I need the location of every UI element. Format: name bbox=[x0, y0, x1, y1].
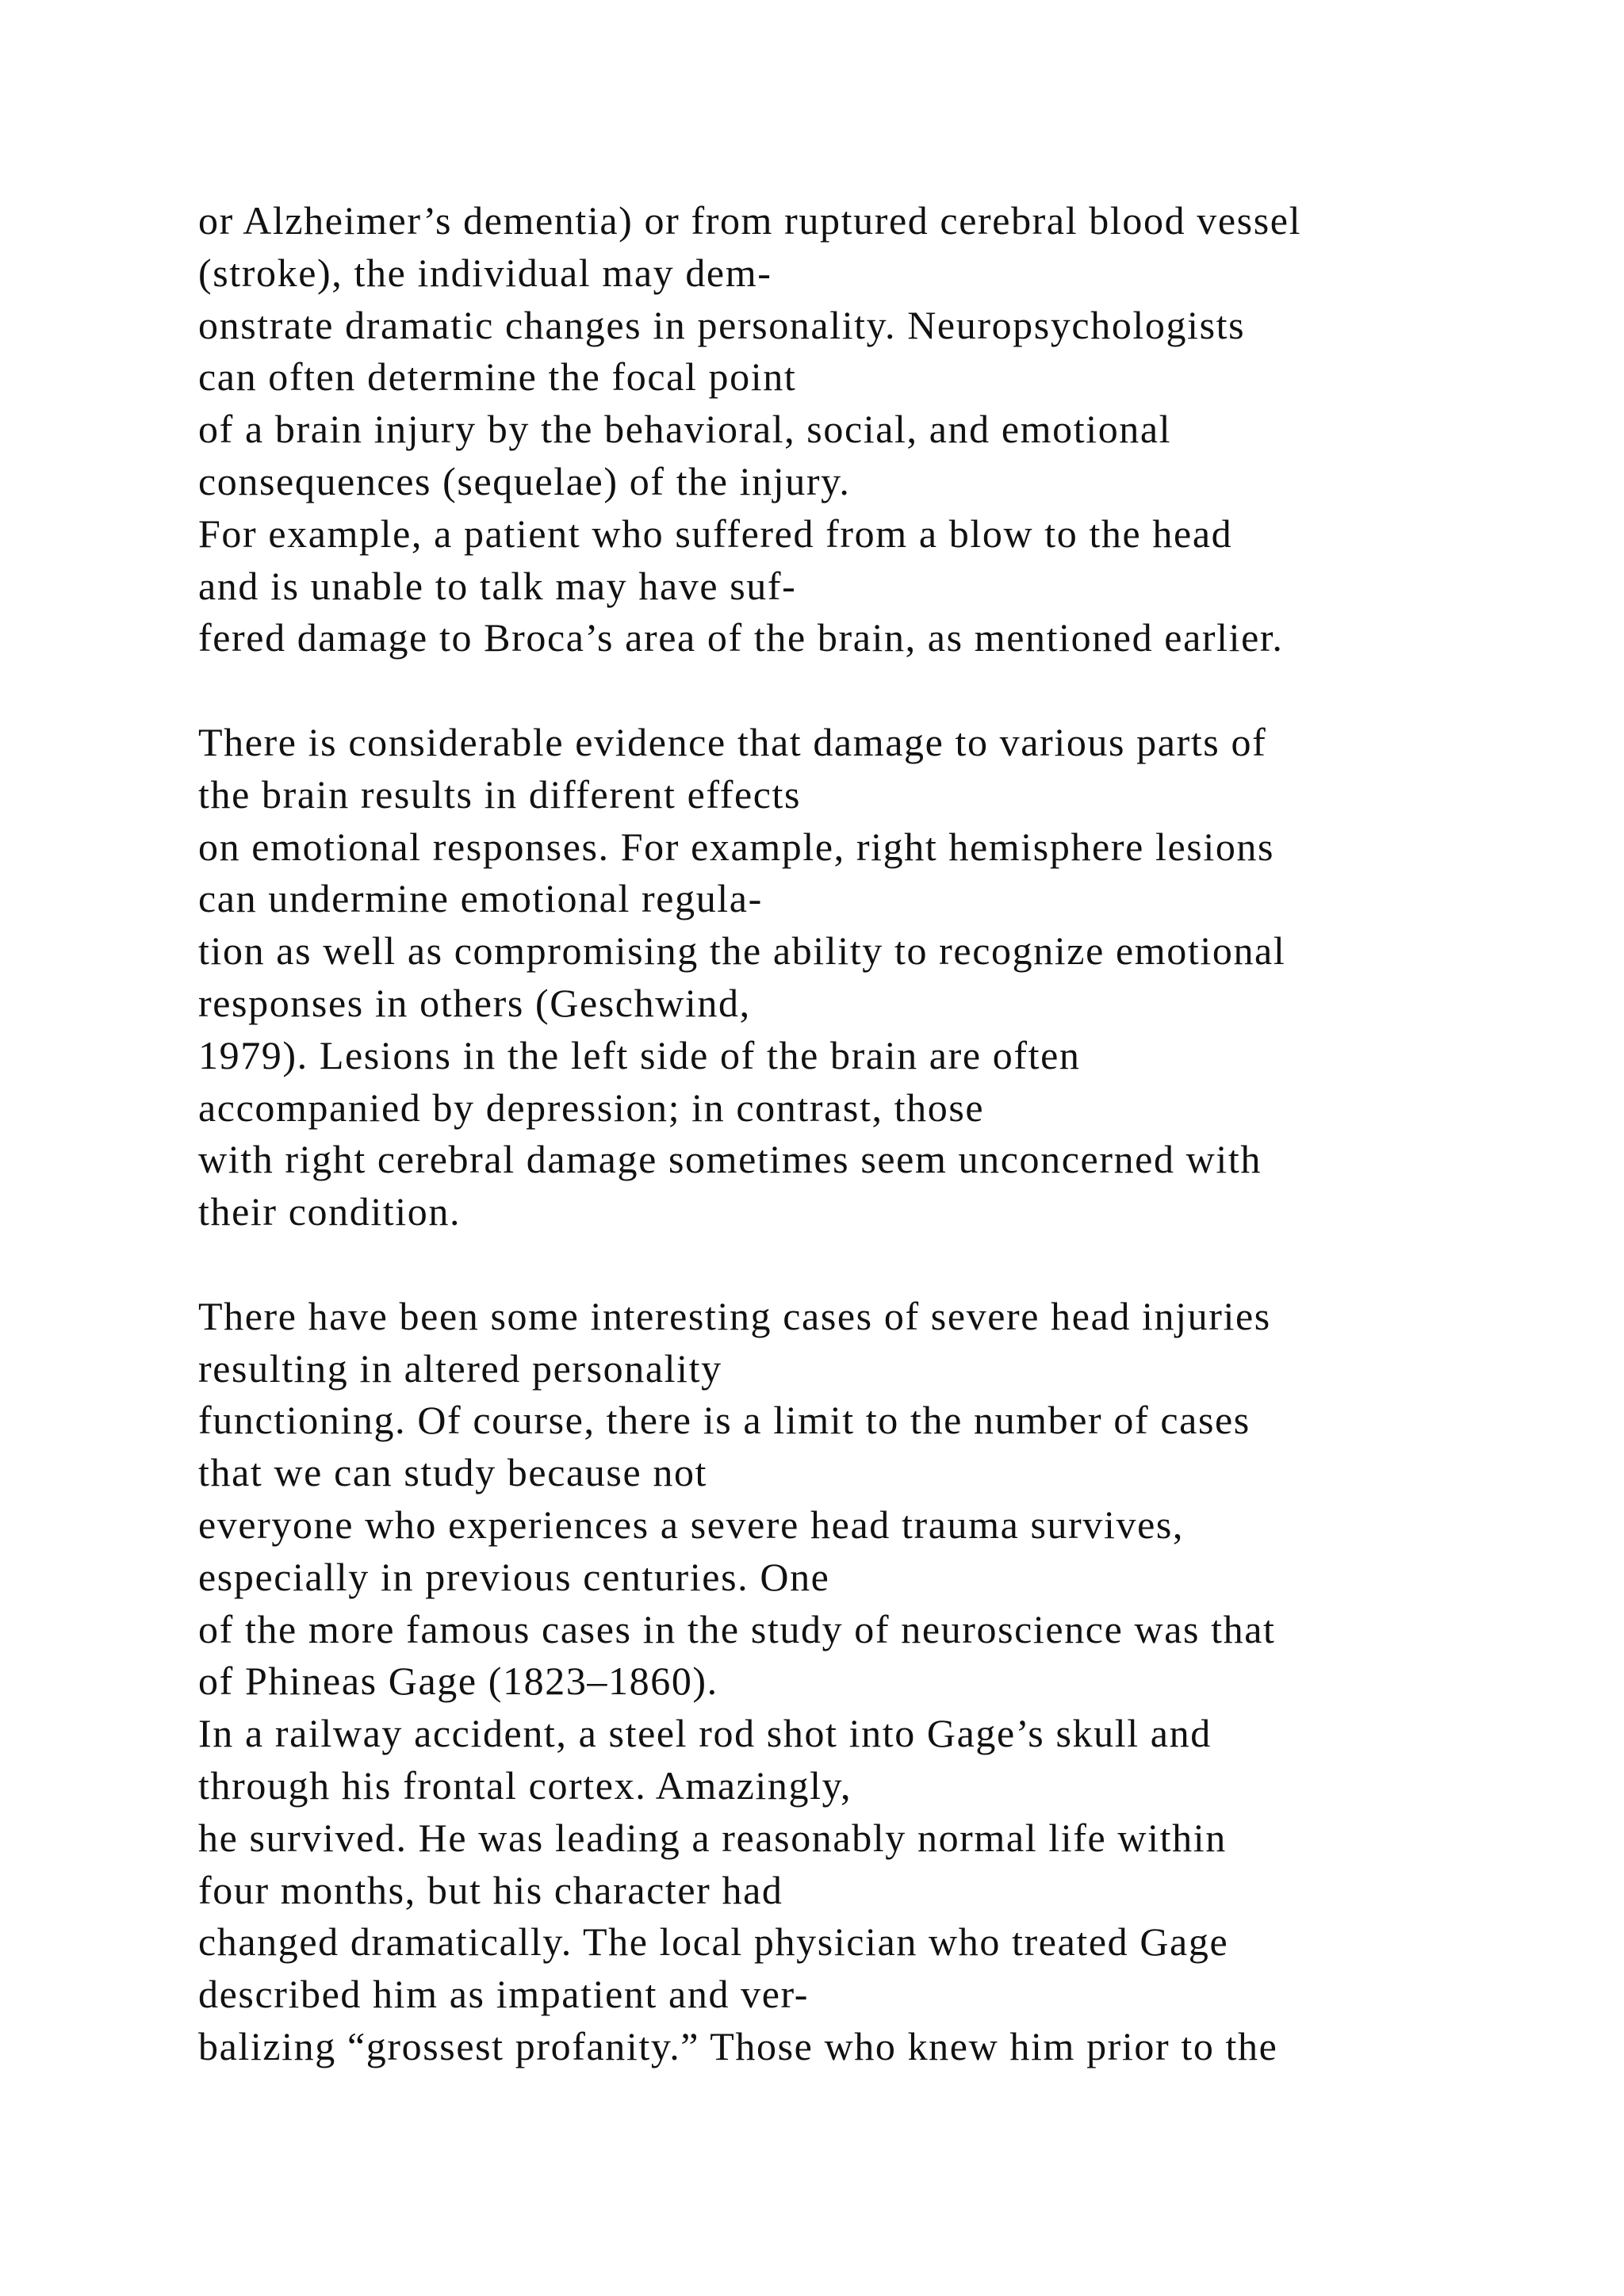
text-line: fered damage to Broca’s area of the brain, as mentioned earlier. bbox=[198, 615, 1284, 660]
text-line: In a railway accident, a steel rod shot into Gage’s skull and bbox=[198, 1711, 1212, 1756]
text-line: on emotional responses. For example, right hemisphere lesions bbox=[198, 824, 1275, 869]
text-line: accompanied by depression; in contrast, those bbox=[198, 1085, 985, 1130]
text-line: responses in others (Geschwind, bbox=[198, 980, 751, 1025]
text-line: with right cerebral damage sometimes seem unconcerned with bbox=[198, 1137, 1262, 1182]
text-line: their condition. bbox=[198, 1189, 462, 1234]
text-line: or Alzheimer’s dementia) or from ruptured cerebral blood vessel bbox=[198, 198, 1302, 243]
paragraph-break bbox=[198, 664, 1562, 717]
paragraph bbox=[198, 1291, 1562, 2073]
text-line: can undermine emotional regula- bbox=[198, 876, 763, 921]
text-line: four months, but his character had bbox=[198, 1867, 783, 1912]
text-line: consequences (sequelae) of the injury. bbox=[198, 458, 851, 503]
text-line: resulting in altered personality bbox=[198, 1345, 722, 1391]
text-line: that we can study because not bbox=[198, 1450, 708, 1495]
text-line: especially in previous centuries. One bbox=[198, 1554, 830, 1599]
text-line: There have been some interesting cases of severe head injuries bbox=[198, 1293, 1271, 1338]
text-line: through his frontal cortex. Amazingly, bbox=[198, 1762, 852, 1808]
paragraph-break bbox=[198, 1238, 1562, 1291]
text-line: For example, a patient who suffered from a blow to the head bbox=[198, 511, 1233, 556]
text-line: he survived. He was leading a reasonably normal life within bbox=[198, 1815, 1227, 1860]
paragraph bbox=[198, 195, 1562, 664]
text-line: functioning. Of course, there is a limit to the number of cases bbox=[198, 1398, 1251, 1443]
text-line: the brain results in different effects bbox=[198, 771, 802, 817]
text-line: of a brain injury by the behavioral, social, and emotional bbox=[198, 407, 1172, 452]
text-line: There is considerable evidence that damage to various parts of bbox=[198, 719, 1267, 764]
text-line: tion as well as compromising the ability to recognize emotional bbox=[198, 928, 1286, 974]
text-line: described him as impatient and ver- bbox=[198, 1972, 810, 2017]
text-line: changed dramatically. The local physician who treated Gage bbox=[198, 1919, 1229, 1965]
text-line: balizing “grossest profanity.” Those who knew him prior to the bbox=[198, 2023, 1278, 2068]
text-line: (stroke), the individual may dem- bbox=[198, 250, 772, 295]
text-line: of the more famous cases in the study of neuroscience was that bbox=[198, 1606, 1276, 1651]
text-line: onstrate dramatic changes in personality. Neuropsychologists bbox=[198, 302, 1246, 347]
text-line: 1979). Lesions in the left side of the brain are often bbox=[198, 1032, 1081, 1077]
text-line: of Phineas Gage (1823–1860). bbox=[198, 1659, 718, 1704]
paragraph bbox=[198, 717, 1562, 1238]
body-text bbox=[198, 195, 1562, 2073]
text-line: can often determine the focal point bbox=[198, 354, 797, 400]
text-line: everyone who experiences a severe head trauma survives, bbox=[198, 1502, 1185, 1547]
text-line: and is unable to talk may have suf- bbox=[198, 563, 797, 608]
